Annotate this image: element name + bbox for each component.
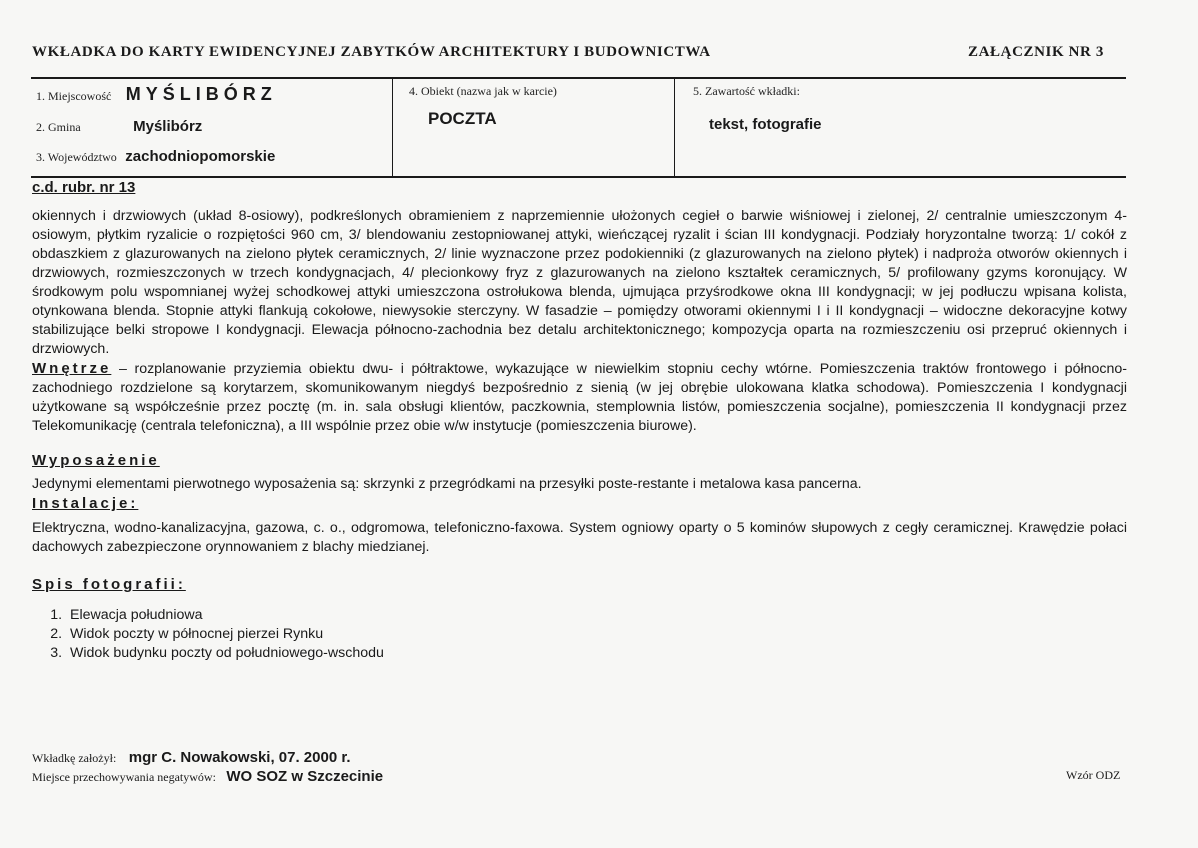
box-bottom-rule	[31, 176, 1126, 178]
rubric-continuation: c.d. rubr. nr 13	[32, 179, 136, 196]
installations-text: Elektryczna, wodno-kanalizacyjna, gazowa, c. o., odgromowa, telefoniczno-faxowa. System ogniowy oparty o 5 kominów słupowych z cegły ceramicznej. Krawędzie połaci dachowych zabezpieczone orynnowaniem z blachy miedzianej.	[32, 520, 1127, 555]
template-mark: Wzór ODZ	[1066, 768, 1121, 782]
locality-value: MYŚLIBÓRZ	[125, 84, 277, 104]
equipment-heading: Wyposażenie	[32, 452, 160, 469]
box-divider-2	[674, 79, 675, 177]
equipment-text: Jedynymi elementami pierwotnego wyposażenia są: skrzynki z przegródkami na przesyłki poste-restante i metalowa kasa pancerna.	[32, 476, 862, 492]
photo-list	[32, 606, 1127, 663]
form-title: WKŁADKA DO KARTY EWIDENCYJNEJ ZABYTKÓW ARCHITEKTURY I BUDOWNICTWA	[32, 44, 711, 60]
interior-text: – rozplanowanie przyziemia obiektu dwu- i półtraktowe, wykazujące w niewielkim stopniu cechy wtórne. Pomieszczenia traktów frontowego i północno-zachodniego rozdzielone są korytarzem, skomunikowanym niegdyś bezpośrednio z sienią (w jej obrębie ulokowana klatka schodowa). Pomieszczenia I kondygnacji użytkowane są współcześnie przez pocztę (m. in. sala obsługi klientów, paczkownia, stemplownia listów, pomieszczenia socjalne), pomieszczenia II kondygnacji przez Telekomunikację (centrala telefoniczna), a III wspólnie przez obie w/w instytucje (pomieszczenia biurowe).	[32, 361, 1127, 434]
commune-value: Myślibórz	[133, 118, 203, 135]
annex-number: ZAŁĄCZNIK NR 3	[968, 44, 1104, 60]
author-line	[32, 749, 351, 767]
installations-heading: Instalacje:	[32, 495, 139, 512]
facade-paragraph: okiennych i drzwiowych (układ 8-osiowy), podkreślonych obramieniem z naprzemiennie ułożonych cegieł o barwie wiśniowej i zielonej, 2/ centralnie umieszczonym 4-osiowym, płytkim ryzalicie o rozpiętości 960 cm, 3/ blendowaniu zestopniowanej attyki, wieńczącej ryzalit i ścian III kondygnacji. Podziały horyzontalne tworzą: 1/ cokół z obdaszkiem z glazurowanych na zielono płytek ceramicznych, 2/ linie wyznaczone przez podokienniki (z glazurowanych na zielono płytek) i nadproża otworów okiennych i drzwiowych, rozmieszczonych w trzech kondygnacjach, 4/ plecionkowy fryz z glazurowanych na zielono kształtek ceramicznych, 5/ profilowany gzyms koronujący. W środkowym polu wspomnianej wyżej schodkowej attyki umieszczona ostrołukowa blenda, ujmująca przyśrodkowe okna III kondygnacji; w jej podłuczu wpisana kolista, otynkowana blenda. Stopnie attyki flankują cokołowe, niewysokie sterczyny. W fasadzie – pomiędzy otworami okiennymi I i II kondygnacji – widoczne dekoracyjne kotwy stabilizujące belki stropowe I kondygnacji. Elewacja północno-zachodnia bez detalu architektonicznego; kompozycja oparta na rozmieszczeniu osi przepruć okiennych i drzwiowych.	[32, 208, 1127, 357]
commune-label: 2. Gmina	[36, 120, 81, 134]
storage-value: WO SOZ w Szczecinie	[226, 768, 384, 785]
author-label: Wkładkę założył:	[32, 751, 117, 765]
locality-field	[36, 84, 277, 105]
storage-line	[32, 768, 383, 786]
photo-item: 1. Elewacja południowa	[66, 606, 1127, 625]
description-body	[32, 207, 1127, 663]
object-label: 4. Obiekt (nazwa jak w karcie)	[409, 84, 557, 98]
interior-paragraph	[32, 359, 1127, 436]
photos-heading: Spis fotografii:	[32, 576, 186, 593]
contents-value: tekst, fotografie	[709, 116, 822, 133]
locality-label: 1. Miejscowość	[36, 89, 112, 103]
commune-field	[36, 118, 202, 136]
photo-item: 3. Widok budynku poczty od południowego-wschodu	[66, 644, 1127, 663]
interior-heading: Wnętrze	[32, 360, 112, 377]
contents-label: 5. Zawartość wkładki:	[693, 84, 800, 98]
province-value: zachodniopomorskie	[125, 148, 276, 165]
province-label: 3. Województwo	[36, 150, 117, 164]
storage-label: Miejsce przechowywania negatywów:	[32, 770, 216, 784]
photo-item: 2. Widok poczty w północnej pierzei Rynku	[66, 625, 1127, 644]
object-value: POCZTA	[428, 109, 497, 128]
province-field	[36, 148, 275, 166]
box-divider-1	[392, 79, 393, 177]
box-top-rule	[31, 77, 1126, 79]
author-value: mgr C. Nowakowski, 07. 2000 r.	[128, 749, 351, 766]
